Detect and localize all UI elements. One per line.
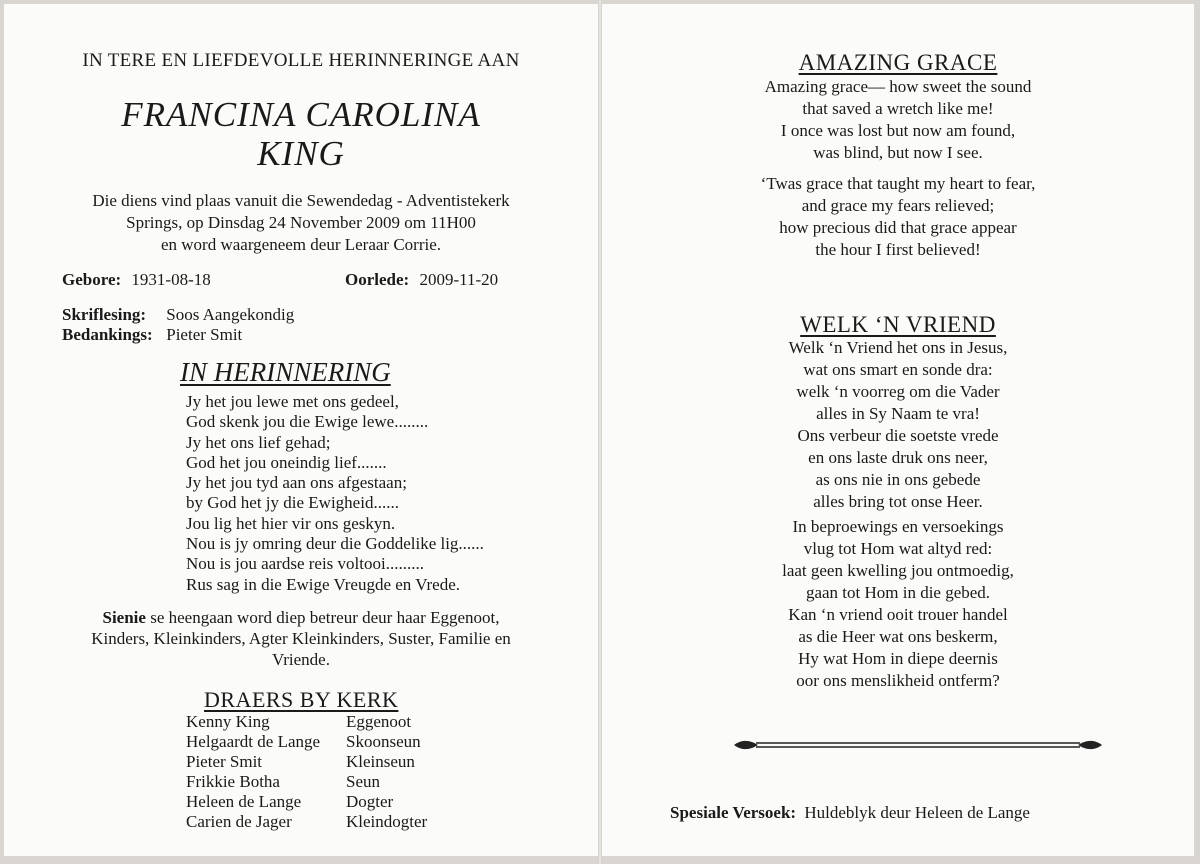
hymn-line: welk ‘n voorreg om die Vader: [796, 382, 1000, 401]
died-field: [345, 270, 498, 290]
hymn-line: Ons verbeur die soetste vrede: [797, 426, 999, 445]
bearer-row: [186, 772, 427, 792]
hymn-line: en ons laste druk ons neer,: [808, 448, 988, 467]
service-line: Springs, op Dinsdag 24 November 2009 om 11H00: [126, 213, 476, 232]
hymn-line: and grace my fears relieved;: [801, 196, 995, 215]
bearer-row: [186, 732, 427, 752]
hymn-line: laat geen kwelling jou ontmoedig,: [782, 561, 1014, 580]
poem-line: Nou is jy omring deur die Goddelike lig......: [186, 534, 484, 554]
hymn-line: that saved a wretch like me!: [802, 99, 994, 118]
bearer-relation: Skoonseun: [346, 732, 421, 751]
reading-value: Soos Aangekondig: [166, 305, 295, 324]
left-page: [4, 4, 598, 856]
born-label: Gebore:: [62, 270, 122, 289]
hymn1-verse1: [602, 76, 1194, 164]
thanks-value: Pieter Smit: [166, 325, 243, 344]
mourning-text: Vriende.: [272, 650, 330, 669]
poem-line: God het jou oneindig lief.......: [186, 452, 387, 472]
bearers-title: DRAERS BY KERK: [204, 687, 399, 712]
special-value: Huldeblyk deur Heleen de Lange: [804, 803, 1030, 822]
reading-label: Skriflesing:: [62, 305, 147, 324]
bearer-name: Kenny King: [186, 712, 270, 731]
bearer-name: Helgaardt de Lange: [186, 732, 321, 751]
bearer-row: [186, 752, 427, 772]
bearer-relation: Dogter: [346, 792, 394, 811]
hymn-line: Hy wat Hom in diepe deernis: [798, 649, 998, 668]
hymn2-title: WELK ‘N VRIEND: [800, 312, 996, 337]
poem-line: God skenk jou die Ewige lewe........: [186, 412, 429, 432]
died-label: Oorlede:: [345, 270, 410, 289]
born-value: 1931-08-18: [131, 270, 211, 289]
bearer-relation: Seun: [346, 772, 380, 791]
special-label: Spesiale Versoek:: [670, 803, 797, 822]
bearer-relation: Kleinseun: [346, 752, 415, 771]
hymn-line: as ons nie in ons gebede: [815, 470, 981, 489]
memorial-header: IN TERE EN LIEFDEVOLLE HERINNERINGE AAN: [82, 50, 520, 71]
poem-line: Rus sag in die Ewige Vreugde en Vrede.: [186, 574, 460, 594]
bearer-name: Heleen de Lange: [186, 792, 302, 811]
poem-line: by God het jy die Ewigheid......: [186, 493, 399, 513]
poem-line: Jy het jou tyd aan ons afgestaan;: [186, 473, 407, 493]
hymn-line: the hour I first believed!: [815, 240, 981, 259]
bearer-row: [186, 712, 427, 732]
hymn-line: ‘Twas grace that taught my heart to fear,: [760, 174, 1036, 193]
hymn-line: how precious did that grace appear: [779, 218, 1017, 237]
hymn-line: Amazing grace— how sweet the sound: [764, 77, 1032, 96]
hymn-line: as die Heer wat ons beskerm,: [798, 627, 998, 646]
hymn1-verse2: [602, 173, 1194, 261]
reading-field: [62, 305, 294, 325]
hymn-line: Welk ‘n Vriend het ons in Jesus,: [788, 338, 1008, 357]
bearer-relation: Eggenoot: [346, 712, 412, 731]
bearer-name: Carien de Jager: [186, 812, 292, 831]
hymn-line: Kan ‘n vriend ooit trouer handel: [788, 605, 1008, 624]
hymn1-title: AMAZING GRACE: [798, 50, 998, 75]
mourning-text: Kinders, Kleinkinders, Agter Kleinkinders, Suster, Familie en: [91, 629, 511, 648]
hymn-line: alles in Sy Naam te vra!: [816, 404, 980, 423]
right-page: [602, 4, 1194, 856]
thanks-field: [62, 325, 242, 345]
hymn-line: vlug tot Hom wat altyd red:: [803, 539, 993, 558]
born-field: [62, 270, 211, 290]
hymn-line: oor ons menslikheid ontferm?: [796, 671, 1000, 690]
deceased-name-line1: FRANCINA CAROLINA: [121, 95, 481, 134]
service-line: en word waargeneem deur Leraar Corrie.: [160, 235, 442, 254]
hymn2-verse2: [602, 516, 1194, 692]
service-line: Die diens vind plaas vanuit die Sewendedag - Adventistekerk: [92, 191, 510, 210]
bearer-relation: Kleindogter: [346, 812, 428, 831]
hymn-line: alles bring tot onse Heer.: [813, 492, 983, 511]
poem-line: Jy het ons lief gehad;: [186, 432, 331, 452]
memory-title: IN HERINNERING: [180, 357, 391, 387]
bearers-list: [186, 712, 427, 832]
died-value: 2009-11-20: [419, 270, 499, 289]
mourning-text: se heengaan word diep betreur deur haar Eggenoot,: [145, 608, 500, 627]
hymn-line: wat ons smart en sonde dra:: [803, 360, 993, 379]
hymn-line: In beproewings en versoekings: [792, 517, 1004, 536]
hymn-line: was blind, but now I see.: [813, 143, 983, 162]
mourning-notice: [4, 607, 598, 670]
hymn-line: I once was lost but now am found,: [780, 121, 1016, 140]
bearer-name: Pieter Smit: [186, 752, 263, 771]
bearer-row: [186, 792, 427, 812]
special-request: [670, 803, 1030, 823]
mourning-name: Sienie: [102, 608, 146, 627]
memory-poem: [186, 392, 484, 595]
service-details: [4, 190, 598, 256]
hymn2-verse1: [602, 337, 1194, 513]
deceased-name-line2: KING: [257, 134, 345, 173]
bearer-name: Frikkie Botha: [186, 772, 280, 791]
hymn-line: gaan tot Hom in die gebed.: [805, 583, 991, 602]
poem-line: Jou lig het hier vir ons geskyn.: [186, 513, 396, 533]
poem-line: Nou is jou aardse reis voltooi.........: [186, 554, 424, 574]
poem-line: Jy het jou lewe met ons gedeel,: [186, 392, 399, 411]
ornamental-divider: [732, 738, 1104, 752]
thanks-label: Bedankings:: [62, 325, 153, 344]
bearer-row: [186, 812, 427, 832]
